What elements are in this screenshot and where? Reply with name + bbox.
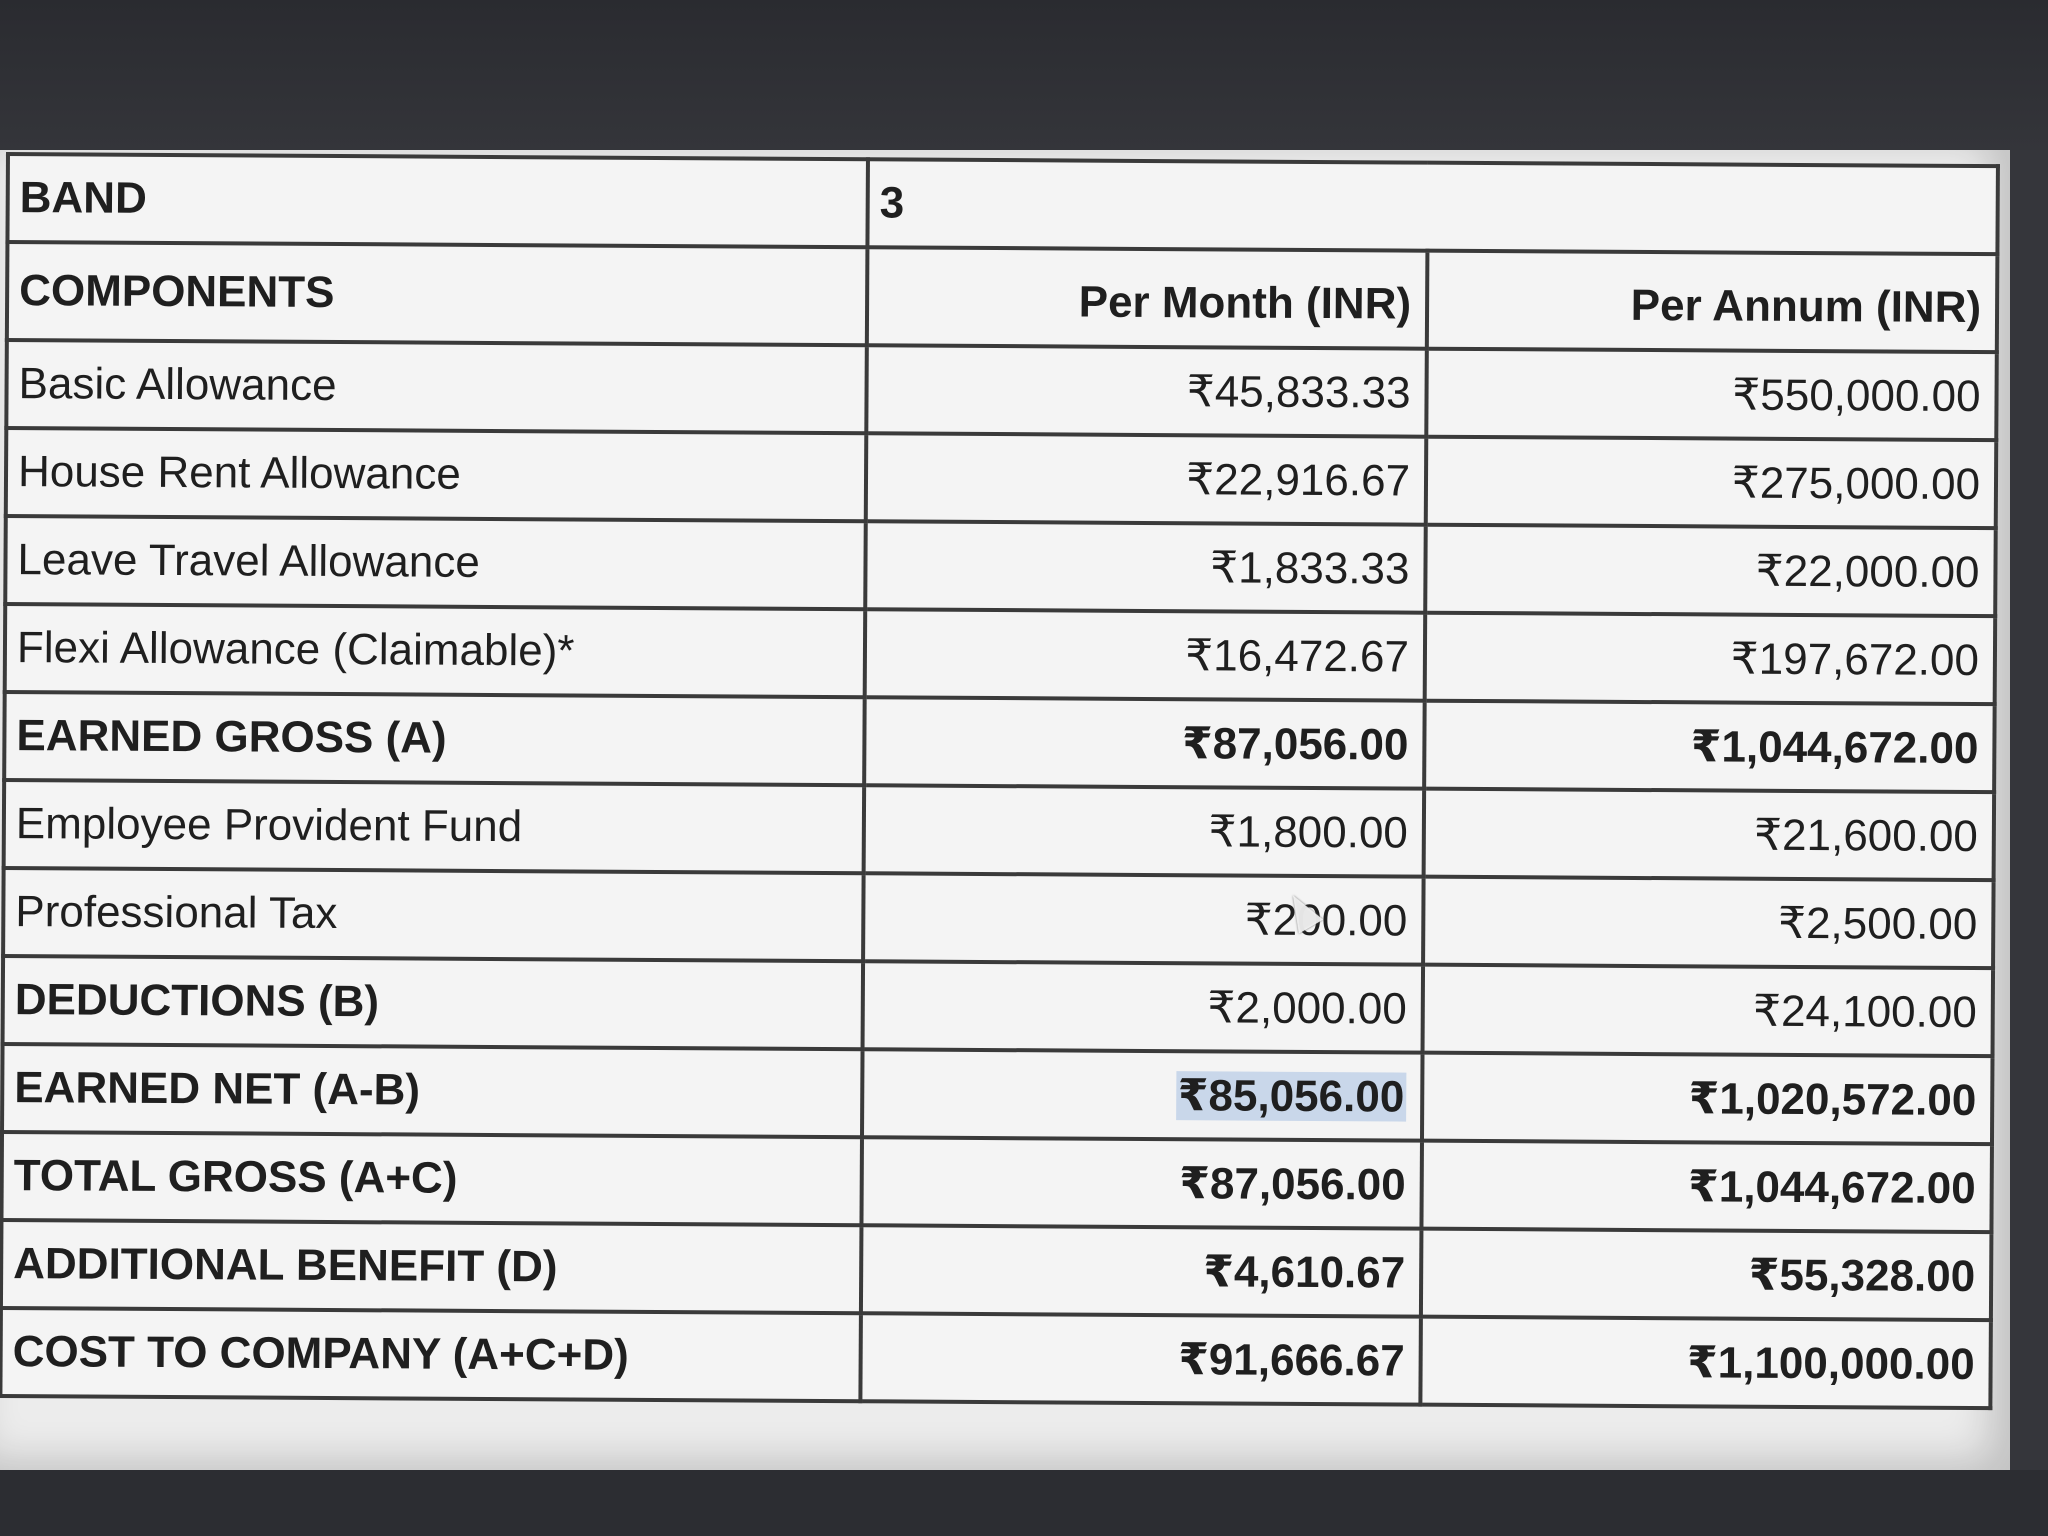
component-label[interactable]: ADDITIONAL BENEFIT (D) (1, 1220, 862, 1313)
component-label[interactable]: House Rent Allowance (6, 428, 867, 521)
per-annum-header[interactable]: Per Annum (INR) (1427, 251, 1998, 352)
band-row (7, 154, 1998, 254)
header-row (7, 242, 1998, 352)
table-row (4, 780, 1995, 880)
table-row (2, 1044, 1993, 1144)
per-month-value[interactable]: ₹91,666.67 (860, 1313, 1421, 1404)
table-row (5, 604, 1996, 704)
per-annum-value[interactable]: ₹550,000.00 (1426, 349, 1997, 440)
per-month-value[interactable]: ₹2,000.00 (863, 961, 1424, 1052)
per-annum-value[interactable]: ₹55,328.00 (1421, 1229, 1992, 1320)
table-row (3, 868, 1994, 968)
per-month-value[interactable]: ₹87,056.00 (861, 1137, 1422, 1228)
per-month-header[interactable]: Per Month (INR) (867, 247, 1428, 348)
per-month-value[interactable]: ₹1,833.33 (865, 521, 1426, 612)
per-annum-value[interactable]: ₹24,100.00 (1423, 965, 1994, 1056)
component-label[interactable]: DEDUCTIONS (B) (3, 956, 864, 1049)
per-month-value[interactable] (862, 1049, 1423, 1140)
per-month-value[interactable]: ₹87,056.00 (864, 697, 1425, 788)
per-month-value[interactable]: ₹1,800.00 (864, 785, 1425, 876)
per-annum-value[interactable]: ₹21,600.00 (1424, 789, 1995, 880)
component-label[interactable]: TOTAL GROSS (A+C) (1, 1132, 862, 1225)
component-label[interactable]: Employee Provident Fund (4, 780, 865, 873)
component-label[interactable]: Basic Allowance (6, 340, 867, 433)
per-annum-value[interactable]: ₹275,000.00 (1426, 437, 1997, 528)
component-label[interactable]: Leave Travel Allowance (5, 516, 866, 609)
table-row (6, 340, 1997, 440)
monitor-bezel-bottom (0, 1470, 2048, 1536)
table-row (4, 692, 1995, 792)
monitor-bezel-top (0, 0, 2048, 150)
component-label[interactable]: Professional Tax (3, 868, 864, 961)
per-annum-value[interactable]: ₹1,100,000.00 (1420, 1317, 1991, 1408)
per-annum-value[interactable]: ₹22,000.00 (1425, 525, 1996, 616)
salary-sheet (0, 152, 1996, 1459)
table-row (5, 516, 1996, 616)
component-label[interactable]: COST TO COMPANY (A+C+D) (0, 1308, 861, 1401)
salary-breakup-table (0, 152, 2000, 1410)
band-label[interactable]: BAND (7, 154, 868, 247)
per-month-value[interactable]: ₹16,472.67 (865, 609, 1426, 700)
table-row (1, 1132, 1992, 1232)
per-month-value[interactable]: ₹22,916.67 (866, 433, 1427, 524)
component-label[interactable]: EARNED NET (A-B) (2, 1044, 863, 1137)
table-row (0, 1308, 1991, 1408)
band-value[interactable]: 3 (867, 159, 1998, 254)
selected-text-highlight: ₹85,056.00 (1177, 1070, 1405, 1122)
monitor-bezel-right (2010, 150, 2048, 1470)
per-month-value[interactable]: ₹200.00 (863, 873, 1424, 964)
per-annum-value[interactable]: ₹1,020,572.00 (1422, 1053, 1993, 1144)
component-label[interactable]: Flexi Allowance (Claimable)* (5, 604, 866, 697)
table-row (3, 956, 1994, 1056)
per-month-value[interactable]: ₹4,610.67 (861, 1225, 1422, 1316)
component-label[interactable]: EARNED GROSS (A) (4, 692, 865, 785)
per-month-value[interactable]: ₹45,833.33 (866, 345, 1427, 436)
components-header[interactable]: COMPONENTS (7, 242, 868, 345)
per-annum-value[interactable]: ₹2,500.00 (1423, 877, 1994, 968)
table-row (6, 428, 1997, 528)
table-row (1, 1220, 1992, 1320)
per-annum-value[interactable]: ₹1,044,672.00 (1424, 701, 1995, 792)
per-annum-value[interactable]: ₹1,044,672.00 (1421, 1141, 1992, 1232)
per-annum-value[interactable]: ₹197,672.00 (1425, 613, 1996, 704)
